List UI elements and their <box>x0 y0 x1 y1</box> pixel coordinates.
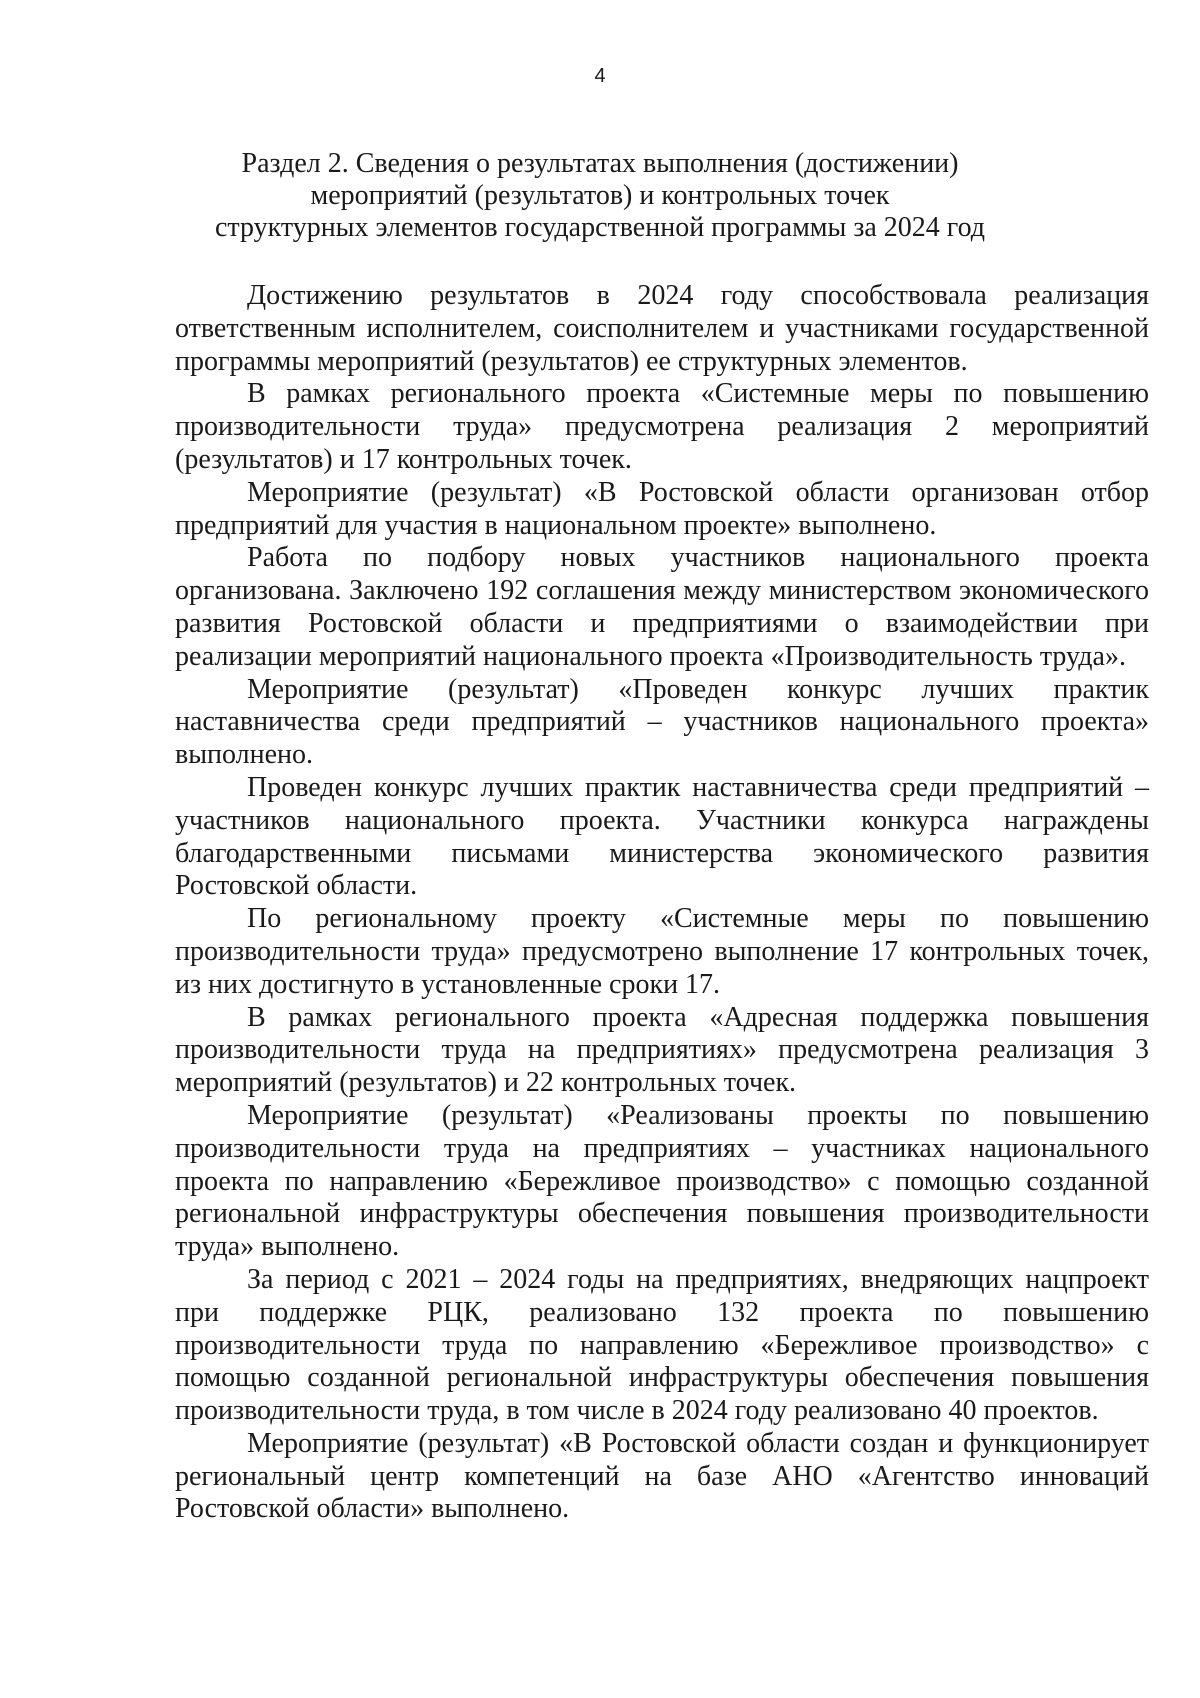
paragraph: Проведен конкурс лучших практик наставничества среди предприятий – участников национального проекта. Участники конкурса награждены благодарственными письмами министерства экономического развития Ростовской области. <box>175 771 1149 902</box>
paragraph: Работа по подбору новых участников национального проекта организована. Заключено 192 соглашения между министерством экономического развития Ростовской области и предприятиями о взаимодействии при реализации мероприятий национального проекта «Производительность труда». <box>175 542 1149 672</box>
section-title-line: Раздел 2. Сведения о результатах выполнения (достижении) <box>241 148 959 179</box>
paragraph: В рамках регионального проекта «Адресная поддержка повышения производительности труда на предприятиях» предусмотрена реализация 3 мероприятий (результатов) и 22 контрольных точек. <box>175 1001 1149 1099</box>
document-body <box>175 280 1149 1526</box>
section-title <box>160 148 1040 244</box>
page-number: 4 <box>594 65 606 87</box>
paragraph: За период с 2021 – 2024 годы на предприятиях, внедряющих нацпроект при поддержке РЦК, реализовано 132 проекта по повышению производительности труда по направлению «Бережливое производство» с помощью созданной региональной инфраструктуры обеспечения повышения производительности труда, в том числе в 2024 году реализовано 40 проектов. <box>175 1263 1149 1427</box>
paragraph: По региональному проекту «Системные меры по повышению производительности труда» предусмотрено выполнение 17 контрольных точек, из них достигнуто в установленные сроки 17. <box>175 903 1149 1000</box>
paragraph: Мероприятие (результат) «Реализованы проекты по повышению производительности труда на предприятиях – участниках национального проекта по направлению «Бережливое производство» с помощью созданной региональной инфраструктуры обеспечения повышения производительности труда» выполнено. <box>175 1099 1149 1263</box>
paragraph: Мероприятие (результат) «В Ростовской области организован отбор предприятий для участия в национальном проекте» выполнено. <box>175 476 1149 541</box>
paragraph: Мероприятие (результат) «Проведен конкурс лучших практик наставничества среди предприятий – участников национального проекта» выполнено. <box>175 673 1149 771</box>
section-title-line: мероприятий (результатов) и контрольных точек <box>310 180 890 211</box>
paragraph: Мероприятие (результат) «В Ростовской области создан и функционирует региональный центр компетенций на базе АНО «Агентство инноваций Ростовской области» выполнено. <box>175 1427 1149 1525</box>
paragraph: В рамках регионального проекта «Системные меры по повышению производительности труда» предусмотрена реализация 2 мероприятий (результатов) и 17 контрольных точек. <box>175 378 1149 475</box>
paragraph: Достижению результатов в 2024 году способствовала реализация ответственным исполнителем, соисполнителем и участниками государственной программы мероприятий (результатов) ее структурных элементов. <box>175 280 1149 377</box>
section-title-line: структурных элементов государственной программы за 2024 год <box>214 212 986 243</box>
